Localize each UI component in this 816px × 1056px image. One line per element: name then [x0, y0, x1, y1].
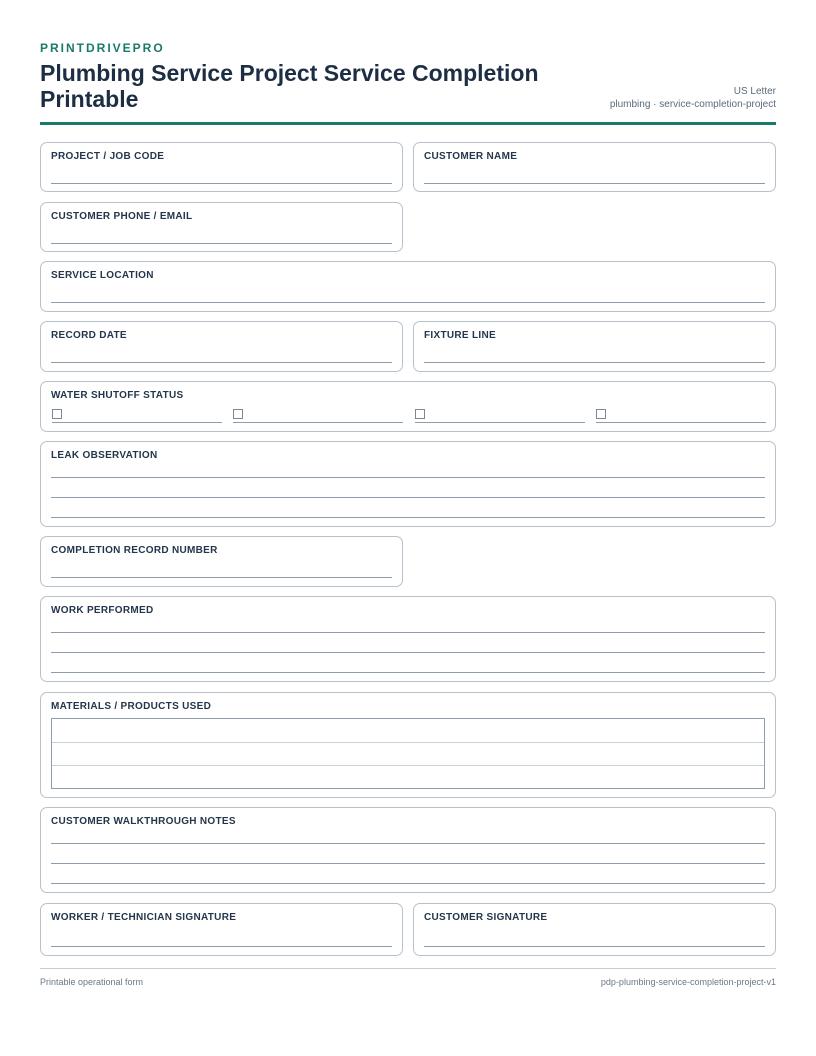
- checkbox-option-4-line[interactable]: [596, 422, 766, 423]
- worker-signature-field[interactable]: [40, 903, 403, 956]
- job-code-field[interactable]: [40, 142, 403, 192]
- materials-field: [40, 692, 776, 798]
- footer-rule: [40, 968, 776, 969]
- service-location-field[interactable]: [40, 261, 776, 312]
- leak-observation-line-1[interactable]: [51, 477, 765, 478]
- brand-name: PRINTDRIVEPRO: [40, 41, 165, 55]
- fixture-line-write-line[interactable]: [424, 362, 765, 363]
- customer-name-write-line[interactable]: [424, 183, 765, 184]
- checkbox-option-4[interactable]: [596, 409, 606, 419]
- page-title: Plumbing Service Project Service Completion Printable: [40, 60, 539, 112]
- leak-observation-label: LEAK OBSERVATION: [51, 450, 158, 461]
- walkthrough-notes-field[interactable]: [40, 807, 776, 893]
- materials-table[interactable]: [51, 718, 765, 789]
- completion-record-number-field[interactable]: [40, 536, 403, 587]
- checkbox-option-3[interactable]: [415, 409, 425, 419]
- footer-left-text: Printable operational form: [40, 977, 144, 987]
- service-location-label: SERVICE LOCATION: [51, 270, 154, 281]
- work-performed-line-1[interactable]: [51, 632, 765, 633]
- customer-contact-write-line[interactable]: [51, 243, 392, 244]
- water-shutoff-label: WATER SHUTOFF STATUS: [51, 390, 184, 401]
- worker-signature-line[interactable]: [51, 946, 392, 947]
- checkbox-option-3-line[interactable]: [415, 422, 585, 423]
- checkbox-option-2[interactable]: [233, 409, 243, 419]
- completion-record-number-label: COMPLETION RECORD NUMBER: [51, 545, 218, 556]
- checkbox-option-1-line[interactable]: [52, 422, 222, 423]
- service-location-write-line[interactable]: [51, 302, 765, 303]
- paper-size: US Letter: [733, 86, 776, 97]
- walkthrough-notes-line-3[interactable]: [51, 883, 765, 884]
- footer-form-id: pdp-plumbing-service-completion-project-v1: [600, 977, 776, 987]
- record-date-field[interactable]: [40, 321, 403, 372]
- customer-signature-line[interactable]: [424, 946, 765, 947]
- customer-contact-field[interactable]: [40, 202, 403, 252]
- leak-observation-line-3[interactable]: [51, 517, 765, 518]
- materials-table-row-divider-1: [52, 742, 764, 743]
- walkthrough-notes-line-2[interactable]: [51, 863, 765, 864]
- water-shutoff-field: [40, 381, 776, 432]
- work-performed-field[interactable]: [40, 596, 776, 682]
- customer-name-field[interactable]: [413, 142, 776, 192]
- checkbox-option-1[interactable]: [52, 409, 62, 419]
- record-date-write-line[interactable]: [51, 362, 392, 363]
- work-performed-label: WORK PERFORMED: [51, 605, 154, 616]
- fixture-line-field[interactable]: [413, 321, 776, 372]
- work-performed-line-3[interactable]: [51, 672, 765, 673]
- customer-contact-label: CUSTOMER PHONE / EMAIL: [51, 211, 193, 222]
- document-meta: [610, 85, 776, 111]
- fixture-line-label: FIXTURE LINE: [424, 330, 496, 341]
- record-date-label: RECORD DATE: [51, 330, 127, 341]
- header-rule: [40, 122, 776, 125]
- materials-label: MATERIALS / PRODUCTS USED: [51, 701, 212, 712]
- form-tags: plumbing · service-completion-project: [609, 99, 776, 110]
- customer-signature-field[interactable]: [413, 903, 776, 956]
- leak-observation-line-2[interactable]: [51, 497, 765, 498]
- completion-record-number-write-line[interactable]: [51, 577, 392, 578]
- leak-observation-field[interactable]: [40, 441, 776, 527]
- walkthrough-notes-label: CUSTOMER WALKTHROUGH NOTES: [51, 816, 236, 827]
- work-performed-line-2[interactable]: [51, 652, 765, 653]
- worker-signature-label: WORKER / TECHNICIAN SIGNATURE: [51, 912, 237, 923]
- walkthrough-notes-line-1[interactable]: [51, 843, 765, 844]
- materials-table-row-divider-2: [52, 765, 764, 766]
- customer-signature-label: CUSTOMER SIGNATURE: [424, 912, 548, 923]
- job-code-label: PROJECT / JOB CODE: [51, 151, 165, 162]
- checkbox-option-2-line[interactable]: [233, 422, 403, 423]
- customer-name-label: CUSTOMER NAME: [424, 151, 518, 162]
- job-code-write-line[interactable]: [51, 183, 392, 184]
